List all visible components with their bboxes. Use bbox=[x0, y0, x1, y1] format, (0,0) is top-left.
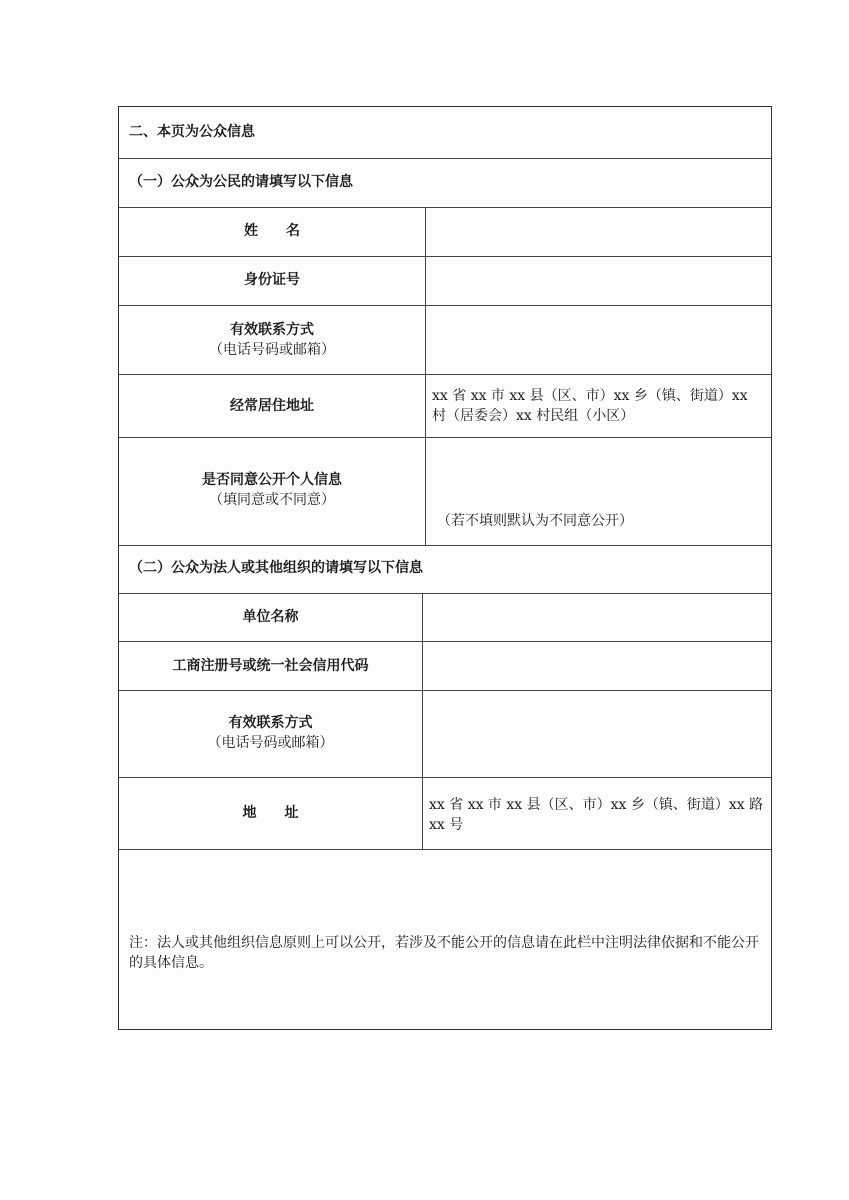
section-title: 二、本页为公众信息 bbox=[129, 124, 255, 140]
org-contact-label: 有效联系方式 bbox=[228, 715, 313, 731]
row-divider bbox=[119, 374, 771, 375]
unit-name-label: 单位名称 bbox=[242, 609, 299, 625]
registration-number-label: 工商注册号或统一社会信用代码 bbox=[172, 658, 369, 674]
row-divider bbox=[119, 849, 771, 850]
residence-address-value[interactable]: xx 省 xx 市 xx 县（区、市）xx 乡（镇、街道）xx 村（居委会）xx 村民组（小区） bbox=[432, 388, 748, 424]
id-number-field[interactable] bbox=[426, 257, 771, 304]
public-info-form bbox=[118, 106, 772, 1030]
name-field[interactable] bbox=[426, 208, 771, 255]
org-contact-field[interactable] bbox=[423, 691, 771, 776]
note-text: 注：法人或其他组织信息原则上可以公开，若涉及不能公开的信息请在此栏中注明法律依据和不能公开的具体信息。 bbox=[129, 935, 759, 971]
row-divider bbox=[119, 545, 771, 546]
org-address-label: 地 址 bbox=[242, 805, 299, 821]
citizen-heading: （一）公众为公民的请填写以下信息 bbox=[129, 174, 353, 190]
row-divider bbox=[119, 158, 771, 159]
contact-sublabel: （电话号码或邮箱） bbox=[209, 342, 335, 358]
row-divider bbox=[119, 777, 771, 778]
org-heading: （二）公众为法人或其他组织的请填写以下信息 bbox=[129, 560, 423, 576]
org-contact-sublabel: （电话号码或邮箱） bbox=[207, 735, 334, 751]
registration-number-field[interactable] bbox=[423, 642, 771, 689]
id-number-label: 身份证号 bbox=[244, 272, 300, 288]
residence-address-label: 经常居住地址 bbox=[230, 398, 314, 414]
consent-sublabel: （填同意或不同意） bbox=[209, 492, 335, 508]
name-label: 姓 名 bbox=[244, 223, 300, 239]
org-address-value[interactable]: xx 省 xx 市 xx 县（区、市）xx 乡（镇、街道）xx 路 xx 号 bbox=[429, 797, 764, 833]
consent-default-note: （若不填则默认为不同意公开） bbox=[437, 513, 633, 529]
consent-label: 是否同意公开个人信息 bbox=[202, 472, 342, 488]
contact-label: 有效联系方式 bbox=[230, 322, 314, 338]
unit-name-field[interactable] bbox=[423, 594, 771, 640]
contact-field[interactable] bbox=[426, 306, 771, 373]
